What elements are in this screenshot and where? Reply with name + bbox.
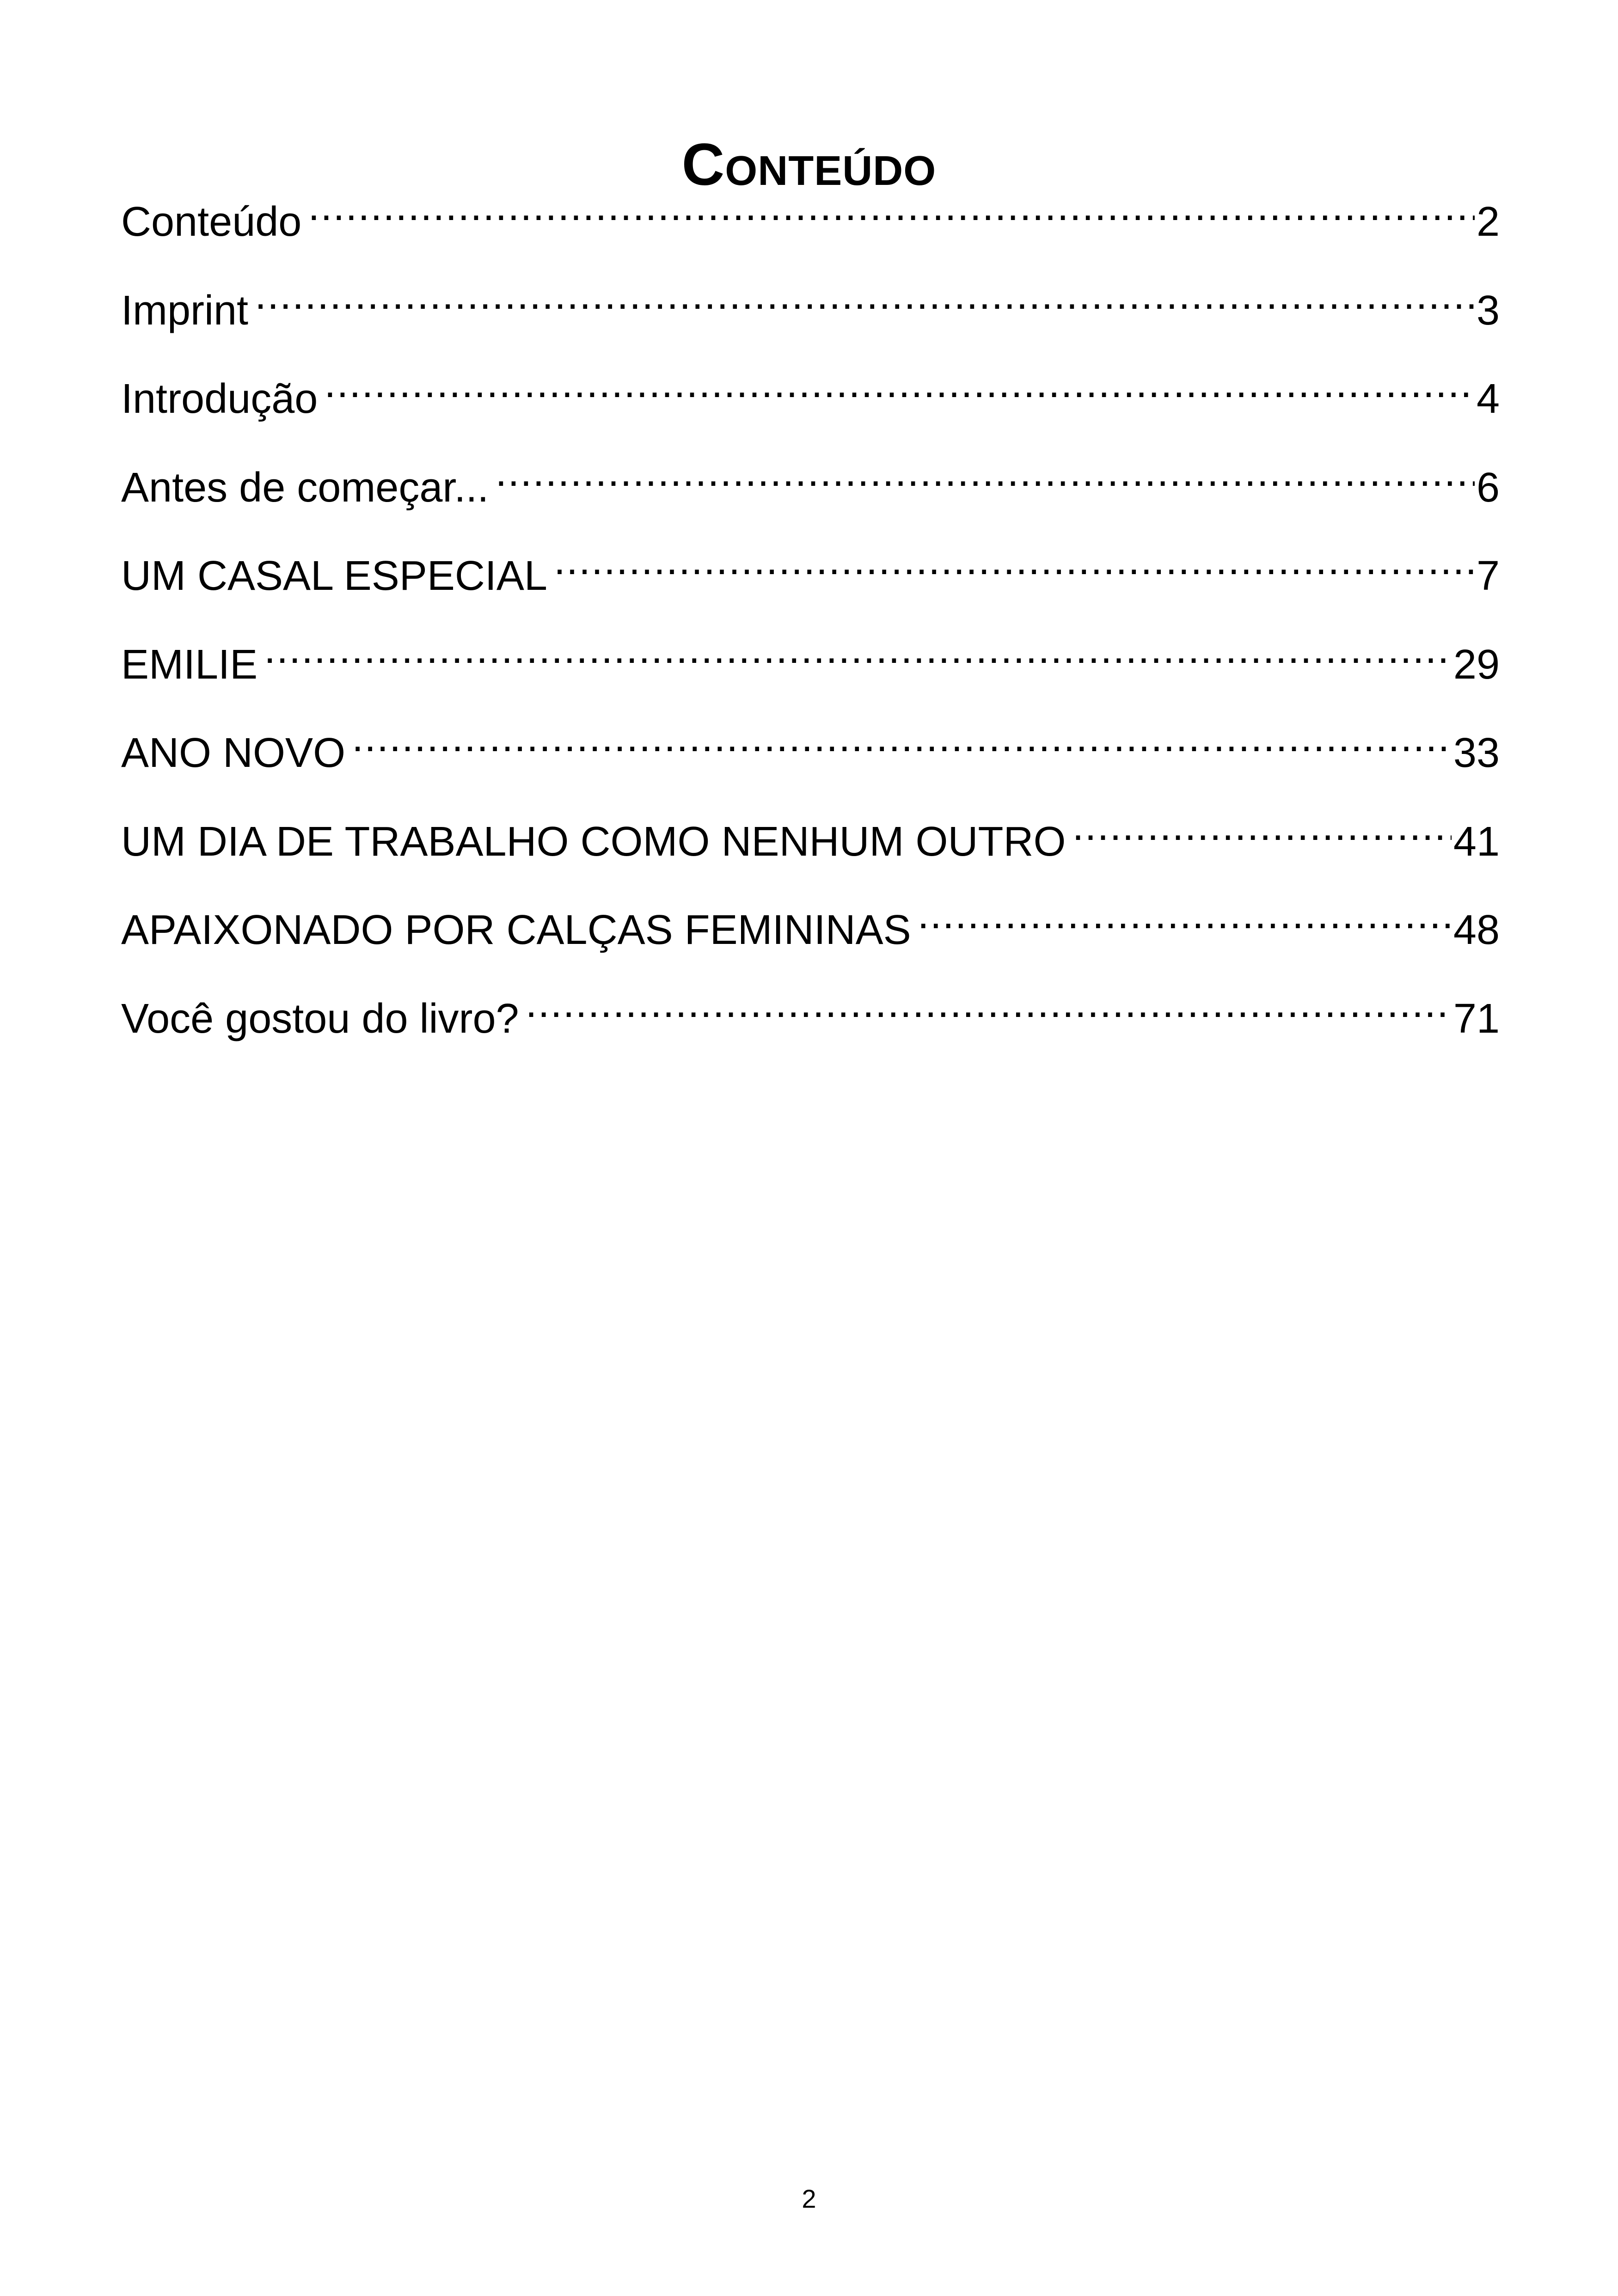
toc-entry-page: 33 (1453, 730, 1500, 776)
toc-entry-page: 48 (1453, 907, 1500, 953)
toc-entry[interactable] (121, 544, 1500, 632)
toc-dot-leader (264, 632, 1452, 679)
toc-entry[interactable] (121, 809, 1500, 898)
toc-entry-label: EMILIE (121, 641, 258, 688)
toc-entry-page: 7 (1476, 553, 1500, 599)
toc-entry-page: 71 (1453, 995, 1500, 1042)
toc-entry-page: 6 (1476, 464, 1500, 511)
toc-entry-page: 3 (1476, 287, 1500, 334)
toc-entry[interactable] (121, 721, 1500, 809)
toc-entry[interactable] (121, 455, 1500, 544)
toc-entry-page: 4 (1476, 376, 1500, 422)
toc-entry[interactable] (121, 367, 1500, 455)
toc-entry-label: Conteúdo (121, 199, 302, 245)
toc-entry[interactable] (121, 190, 1500, 278)
toc-entry-page: 41 (1453, 818, 1500, 865)
toc-entry[interactable] (121, 278, 1500, 367)
toc-entry-label: Imprint (121, 287, 249, 334)
toc-entry-label: ANO NOVO (121, 730, 346, 776)
table-of-contents (121, 190, 1500, 1075)
toc-entry[interactable] (121, 986, 1500, 1075)
toc-title: Conteúdo (681, 131, 937, 198)
toc-entry-label: UM DIA DE TRABALHO COMO NENHUM OUTRO (121, 818, 1066, 865)
page-number: 2 (802, 2184, 816, 2213)
toc-entry-label: Você gostou do livro? (121, 995, 519, 1042)
toc-entry[interactable] (121, 898, 1500, 986)
toc-dot-leader (352, 721, 1452, 767)
toc-dot-leader (918, 898, 1452, 944)
toc-entry-label: APAIXONADO POR CALÇAS FEMININAS (121, 907, 911, 953)
toc-entry-label: UM CASAL ESPECIAL (121, 553, 547, 599)
toc-entry-page: 2 (1476, 199, 1500, 245)
toc-dot-leader (324, 367, 1475, 413)
toc-dot-leader (1073, 809, 1452, 856)
toc-dot-leader (255, 278, 1475, 325)
toc-entry-page: 29 (1453, 641, 1500, 688)
toc-dot-leader (495, 455, 1475, 502)
toc-entry[interactable] (121, 632, 1500, 721)
toc-dot-leader (308, 190, 1475, 236)
toc-entry-label: Antes de começar... (121, 464, 489, 511)
toc-entry-label: Introdução (121, 376, 318, 422)
toc-dot-leader (554, 544, 1475, 590)
toc-dot-leader (526, 986, 1452, 1033)
